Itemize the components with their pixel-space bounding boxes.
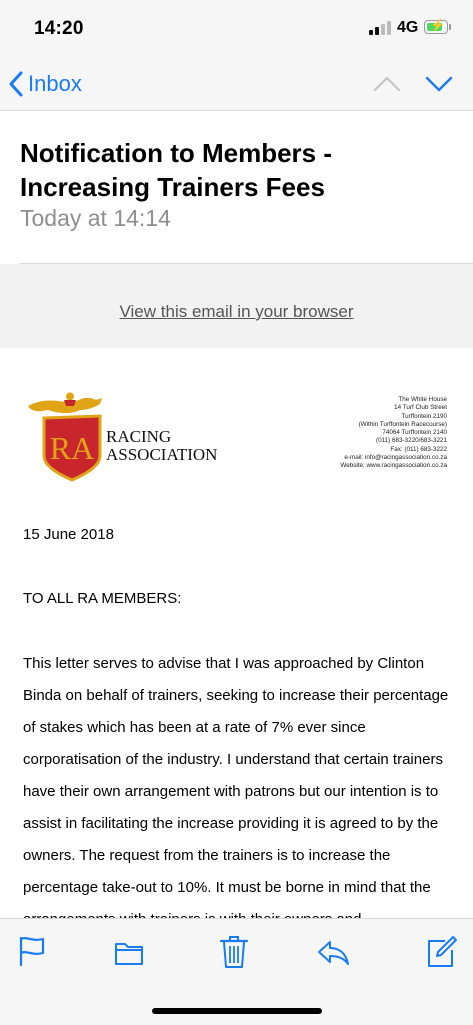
status-bar <box>0 0 473 58</box>
folder-icon[interactable] <box>113 935 145 969</box>
address-line: 74064 Turffontein 2140 <box>382 429 447 437</box>
back-label: Inbox <box>28 71 82 96</box>
logo-name-line1: RACING <box>106 427 172 446</box>
trash-icon[interactable] <box>218 935 250 969</box>
home-indicator[interactable] <box>152 1008 322 1014</box>
address-email: e-mail: info@racingassociation.co.za <box>344 454 447 462</box>
battery-tip <box>449 24 451 30</box>
address-line: The White House <box>398 396 447 403</box>
view-in-browser-banner <box>0 264 473 348</box>
status-time: 14:20 <box>34 18 84 39</box>
address-line: (011) 683-3220/683-3221 <box>376 437 447 445</box>
network-type: 4G <box>397 19 419 36</box>
next-message-chevron-down-icon[interactable] <box>424 70 454 98</box>
back-to-inbox-button[interactable] <box>8 68 82 100</box>
view-in-browser-link[interactable]: View this email in your browser <box>119 302 354 321</box>
address-line: Fax: (011) 683-3222 <box>390 445 447 453</box>
address-line: (Within Turffontein Racecourse) <box>358 420 447 428</box>
email-subject: Notification to Members - Increasing Trainers Fees <box>20 138 333 202</box>
chevron-left-icon <box>8 70 24 98</box>
flag-icon[interactable] <box>16 935 48 969</box>
logo-initials: RA <box>49 430 95 466</box>
letter-date: 15 June 2018 <box>23 526 114 543</box>
sender-address <box>287 396 447 471</box>
reply-icon[interactable] <box>316 935 350 969</box>
previous-message-chevron-up-icon[interactable] <box>373 70 401 98</box>
signal-bars-icon <box>369 21 393 35</box>
compose-icon[interactable] <box>425 935 457 969</box>
letter-salutation: TO ALL RA MEMBERS: <box>23 590 182 607</box>
nav-bar <box>0 58 473 111</box>
racing-association-logo <box>24 392 239 482</box>
letter-content <box>0 348 473 918</box>
address-line: Turffontein 2190 <box>401 412 447 420</box>
letter-body: This letter serves to advise that I was approached by Clinton Binda on behalf of trainers, seeking to increase their percentage of stakes which has been at a rate of 7% ever since corporatisation of the industry. I understand that certain trainers have their own arrangement with patrons but our intention is to assist in facilitating the increase providing it is agreed to by the owners. The request from the trainers is to increase the percentage take-out to 10%. It must be borne in mind that the <box>23 655 449 896</box>
address-website: Website: www.racingassociation.co.za <box>340 462 447 470</box>
charging-bolt-icon: ⚡ <box>430 18 445 32</box>
address-line: 14 Turf Club Street <box>394 404 447 412</box>
logo-name-line2: ASSOCIATION <box>106 445 218 464</box>
email-date: Today at 14:14 <box>20 205 171 231</box>
